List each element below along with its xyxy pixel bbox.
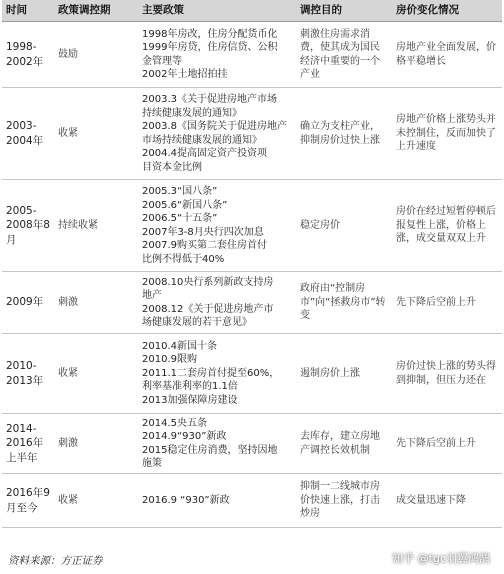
cell-price-change: 房价过快上涨的势头得到抑制，但压力还在 (392, 334, 502, 414)
measure-line: 2011.1二套房首付提至60%， (142, 367, 280, 379)
measure-line: 2014.5央五条 (142, 417, 207, 429)
header-price-change: 房价变化情况 (392, 0, 502, 22)
measure-line: 持续健康发展的通知》 (142, 107, 242, 119)
cell-measures (138, 272, 296, 334)
measure-line: 2010.4新国十条 (142, 340, 217, 352)
watermark: 知乎 @tgc羽翼鸿鹄 (392, 552, 490, 565)
measure-line: 2007年3-8月央行四次加息 (142, 226, 264, 238)
cell-time: 2003-2004年 (2, 88, 54, 180)
measure-line: 2010.9限购 (142, 354, 197, 366)
cell-price-change: 成交量迅速下降 (392, 474, 502, 528)
measure-line: 2008.10央行系列新政支持房 (142, 276, 274, 288)
cell-measures (138, 474, 296, 528)
cell-goal: 去库存，建立房地产调控长效机制 (296, 414, 392, 474)
measure-line: 2002年土地招拍挂 (142, 69, 228, 80)
table-row (2, 22, 502, 88)
cell-measures (138, 22, 296, 88)
table-header-row (2, 0, 502, 22)
cell-price-change: 先下降后空前上升 (392, 414, 502, 474)
measure-line: 2007.9购买第二套住房首付 (142, 240, 267, 251)
header-main-policies: 主要政策 (138, 0, 296, 22)
header-goal: 调控目的 (296, 0, 392, 22)
measure-line: 市场持续健康发展的通知》 (142, 134, 262, 146)
cell-period: 刺激 (54, 414, 138, 474)
cell-period: 收紧 (54, 334, 138, 414)
cell-price-change: 先下降后空前上升 (392, 272, 502, 334)
measure-line: 2003.8《国务院关于促进房地产 (142, 121, 287, 132)
measure-line: 2004.4提高固定资产投资项 (142, 148, 267, 159)
cell-price-change: 房地产价格上涨势头并未控制住，反而加快了上升速度 (392, 88, 502, 180)
measure-line: 目资本金比例 (142, 161, 202, 173)
measure-line: 1998年房改，住房分配货币化 (142, 28, 278, 40)
measure-line: 2015稳定住房消费，坚持因地 (142, 444, 278, 456)
cell-measures (138, 88, 296, 180)
measure-line: 2005.3“国八条” (142, 186, 218, 197)
measure-line: 2005.6“新国八条” (142, 199, 228, 211)
measure-line: 场健康发展的若干意见》 (142, 317, 252, 328)
header-policy-period: 政策调控期 (54, 0, 138, 22)
cell-goal: 确立为支柱产业，抑制房价过快上涨 (296, 88, 392, 180)
measure-line: 金管理等 (142, 55, 182, 67)
cell-goal: 政府由“控制房市”向“拯救房市”转变 (296, 272, 392, 334)
cell-time: 1998-2002年 (2, 22, 54, 88)
measure-line: 2003.3《关于促进房地产市场 (142, 94, 277, 105)
measure-line: 地产 (142, 290, 162, 301)
cell-period: 鼓励 (54, 22, 138, 88)
cell-price-change: 房价在经过短暂停顿后报复性上涨，价格上涨，成交量双双上升 (392, 180, 502, 272)
table-row (2, 334, 502, 414)
source-note: 资料来源：方正证券 (8, 555, 103, 567)
cell-measures (138, 334, 296, 414)
cell-time: 2005-2008年8月 (2, 180, 54, 272)
measure-line: 2014.9“930”新政 (142, 431, 227, 442)
cell-period: 刺激 (54, 272, 138, 334)
cell-period: 收紧 (54, 474, 138, 528)
table-row (2, 414, 502, 474)
cell-period: 收紧 (54, 88, 138, 180)
cell-time: 2016年9月至今 (2, 474, 54, 528)
cell-goal: 刺激住房需求消费，使其成为国民经济中重要的一个产业 (296, 22, 392, 88)
policy-history-table (2, 0, 502, 528)
cell-period: 持续收紧 (54, 180, 138, 272)
measure-line: 2013加强保障房建设 (142, 394, 238, 406)
cell-price-change: 房地产业全面发展，价格平稳增长 (392, 22, 502, 88)
cell-time: 2009年 (2, 272, 54, 334)
header-time: 时间 (2, 0, 54, 22)
measure-line: 2008.12《关于促进房地产市 (142, 303, 274, 315)
table-row (2, 272, 502, 334)
cell-goal: 抑制一二线城市房价快速上涨，打击炒房 (296, 474, 392, 528)
cell-time: 2010-2013年 (2, 334, 54, 414)
cell-goal: 稳定房价 (296, 180, 392, 272)
table-row (2, 474, 502, 528)
table-row (2, 88, 502, 180)
cell-measures (138, 414, 296, 474)
measure-line: 施策 (142, 458, 162, 469)
measure-line: 利率基准利率的1.1倍 (142, 381, 238, 393)
measure-line: 2006.5“十五条” (142, 213, 218, 224)
table-row (2, 180, 502, 272)
cell-measures (138, 180, 296, 272)
measure-line: 1999年房贷，住房信贷、公积 (142, 42, 278, 53)
measure-line: 2016.9 “930”新政 (142, 494, 230, 506)
measure-line: 比例不得低于40% (142, 253, 225, 265)
cell-time: 2014-2016年上半年 (2, 414, 54, 474)
cell-goal: 遏制房价上涨 (296, 334, 392, 414)
